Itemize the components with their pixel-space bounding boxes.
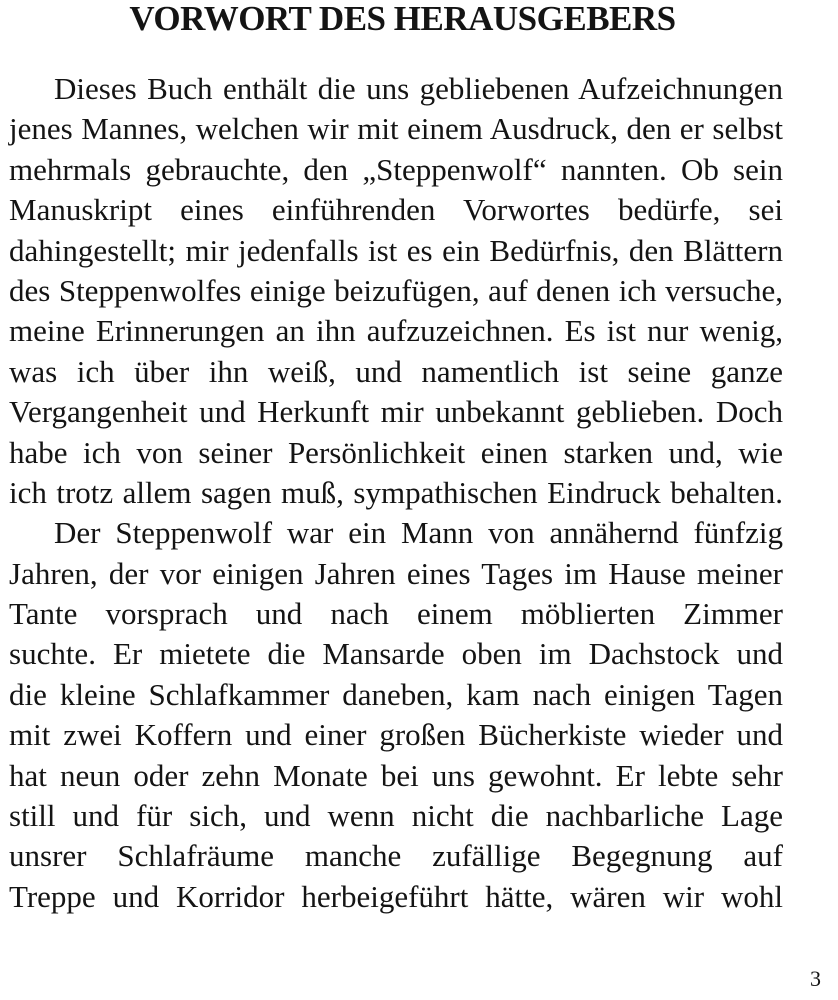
text-line: des Steppenwolfes einige beizufügen, auf denen ich versuche, [9,272,783,308]
paragraph [9,69,783,513]
chapter-title: VORWORT DES HERAUSGEBERS [129,0,676,38]
text-line: die kleine Schlafkammer daneben, kam nach einigen Tagen [9,676,783,712]
text-line: Der Steppenwolf war ein Mann von annähernd fünfzig [54,515,783,551]
text-line: ich trotz allem sagen muß, sympathischen Eindruck behalten. [9,474,783,510]
text-line: suchte. Er mietete die Mansarde oben im Dachstock und [9,636,783,672]
text-line: habe ich von seiner Persönlichkeit einen starken und, wie [9,434,783,470]
text-line: Jahren, der vor einigen Jahren eines Tages im Hause meiner [9,555,783,591]
text-line: unsrer Schlafräume manche zufällige Begegnung auf [9,838,783,874]
body-text [9,69,783,917]
text-line: Dieses Buch enthält die uns gebliebenen Aufzeichnungen [54,71,783,106]
text-line: Manuskript eines einführenden Vorwortes bedürfe, sei [9,192,783,228]
text-line: mit zwei Koffern und einer großen Bücherkiste wieder und [9,717,783,753]
text-line: Tante vorsprach und nach einem möblierten Zimmer [9,596,783,632]
text-line: dahingestellt; mir jedenfalls ist es ein Bedürfnis, den Blättern [9,232,783,268]
text-line: jenes Mannes, welchen wir mit einem Ausdruck, den er selbst [9,111,783,147]
text-line: was ich über ihn weiß, und namentlich ist seine ganze [9,353,783,389]
text-line: still und für sich, und wenn nicht die nachbarliche Lage [9,798,783,834]
text-line: Treppe und Korridor herbeigeführt hätte, wären wir wohl [9,878,783,914]
text-line: meine Erinnerungen an ihn aufzuzeichnen. Es ist nur wenig, [9,313,783,349]
page-number: 3 [810,966,821,991]
text-line: mehrmals gebrauchte, den „Steppenwolf“ nannten. Ob sein [9,151,783,187]
text-line: hat neun oder zehn Monate bei uns gewohnt. Er lebte sehr [9,757,783,793]
paragraph [9,513,783,917]
text-line: Vergangenheit und Herkunft mir unbekannt geblieben. Doch [9,394,783,430]
